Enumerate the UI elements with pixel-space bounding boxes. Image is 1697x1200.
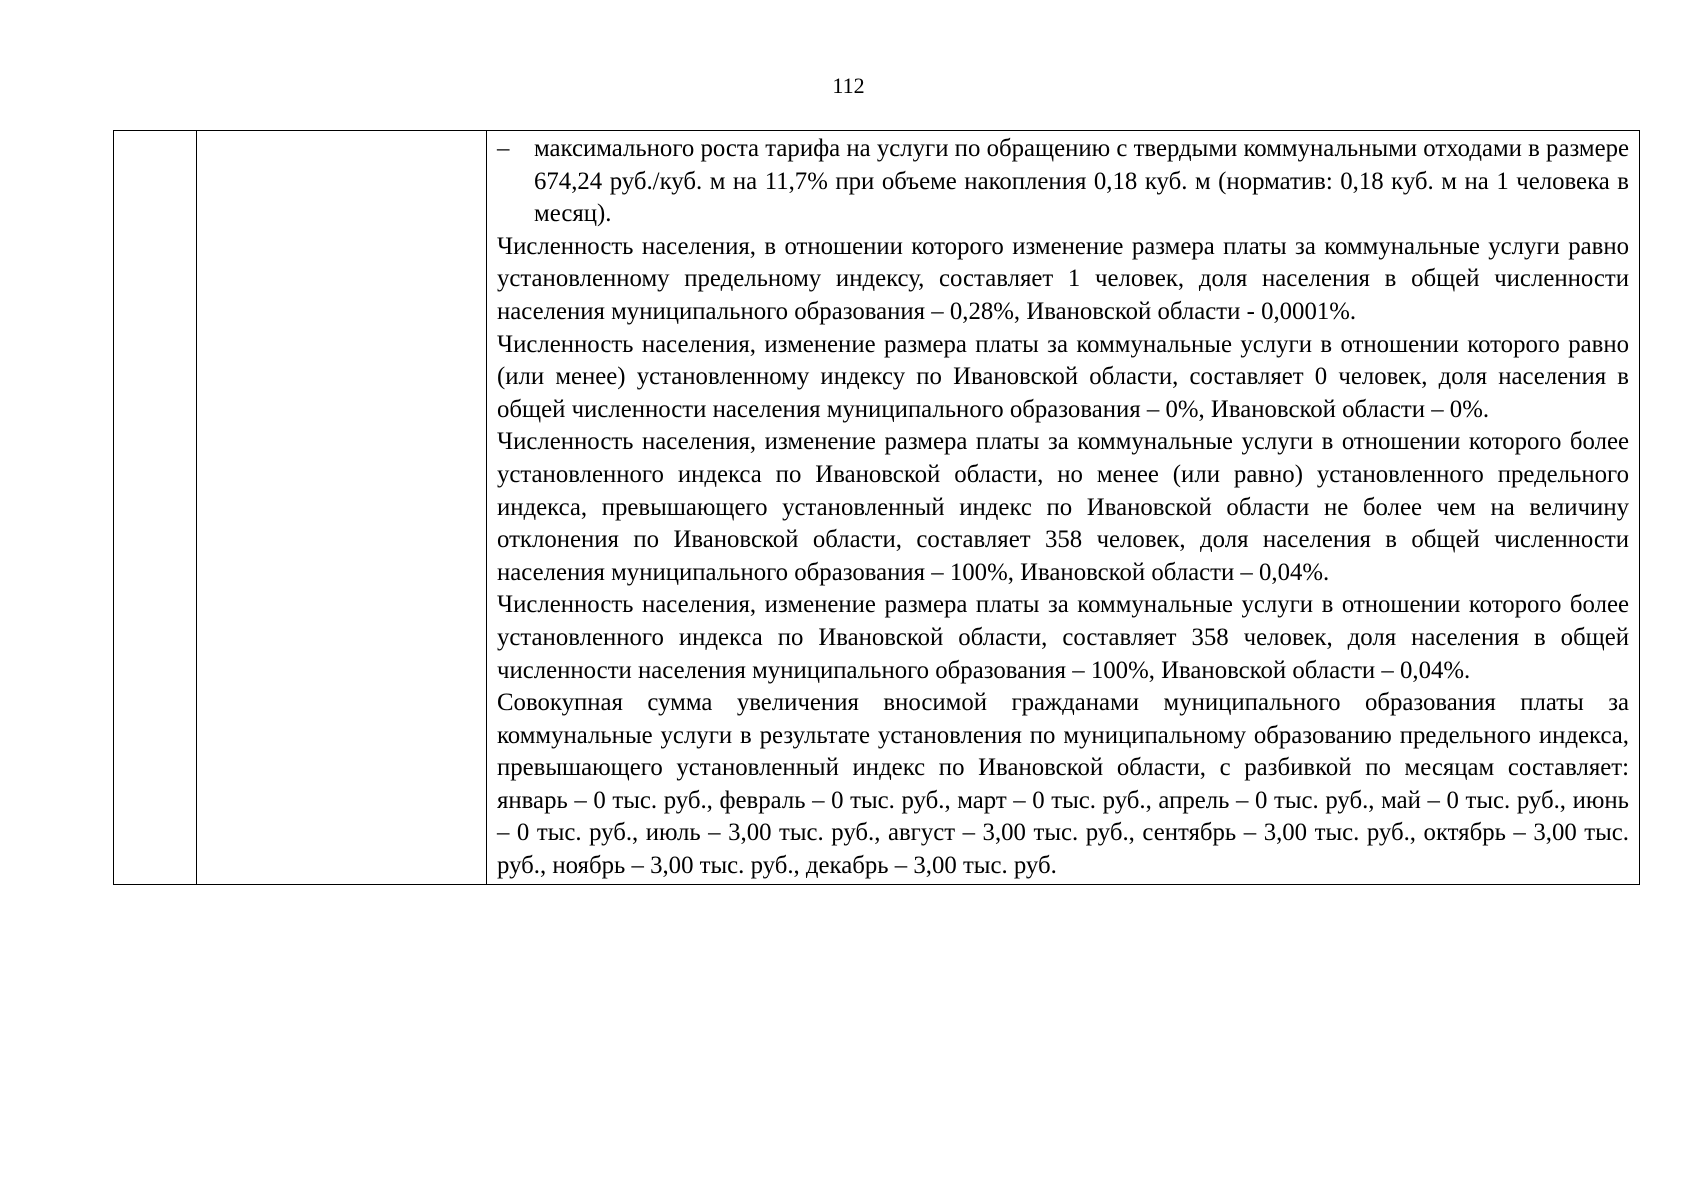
table-cell-description: [487, 131, 1640, 885]
document-table: [113, 130, 1640, 885]
table-row: [114, 131, 1640, 885]
paragraph: Численность населения, изменение размера платы за коммунальные услуги в отношении которого более установленного индекса по Ивановской области, составляет 358 человек, доля населения в общей численности населения муниципального образования – 100%, Ивановской области – 0,04%.: [497, 591, 1629, 684]
list-item: [497, 133, 1629, 231]
paragraph: Численность населения, изменение размера платы за коммунальные услуги в отношении которого более установленного индекса по Ивановской области, но менее (или равно) установленного предельного индекса, превышающего установленный индекс по Ивановской области не более чем на величину отклонения по Ивановской области, составляет 358 человек, доля населения в общей численности населения муниципального образования – 100%, Ивановской области – 0,04%.: [497, 428, 1629, 586]
paragraph: Численность населения, в отношении которого изменение размера платы за коммунальные услуги равно установленному предельному индексу, составляет 1 человек, доля населения в общей численности населения муниципального образования – 0,28%, Ивановской области - 0,0001%.: [497, 232, 1629, 325]
table-cell-number: [114, 131, 197, 885]
page-number: 112: [832, 73, 865, 98]
paragraph: Совокупная сумма увеличения вносимой гражданами муниципального образования платы за коммунальные услуги в результате установления по муниципальному образованию предельного индекса, превышающего установленный индекс по Ивановской области, с разбивкой по месяцам составляет: январь – 0 тыс. руб., февраль – 0 тыс. руб., март – 0 тыс. руб., апрель – 0 тыс. руб., май – 0 тыс. руб., июнь – 0 тыс. руб., июль – 3,00 тыс. руб., август – 3,00 тыс. руб., сентябрь – 3,00 тыс. руб., октябрь – 3,00 тыс. руб., ноябрь – 3,00 тыс. руб., декабрь – 3,00 тыс. руб.: [497, 689, 1629, 880]
paragraph: Численность населения, изменение размера платы за коммунальные услуги в отношении которого равно (или менее) установленному индексу по Ивановской области, составляет 0 человек, доля населения в общей численности населения муниципального образования – 0%, Ивановской области – 0%.: [497, 330, 1629, 423]
table-cell-name: [197, 131, 487, 885]
bullet-text: максимального роста тарифа на услуги по обращению с твердыми коммунальными отходами в размере 674,24 руб./куб. м на 11,7% при объеме накопления 0,18 куб. м (норматив: 0,18 куб. м на 1 человека в месяц).: [534, 135, 1629, 228]
bullet-dash: –: [497, 135, 510, 162]
